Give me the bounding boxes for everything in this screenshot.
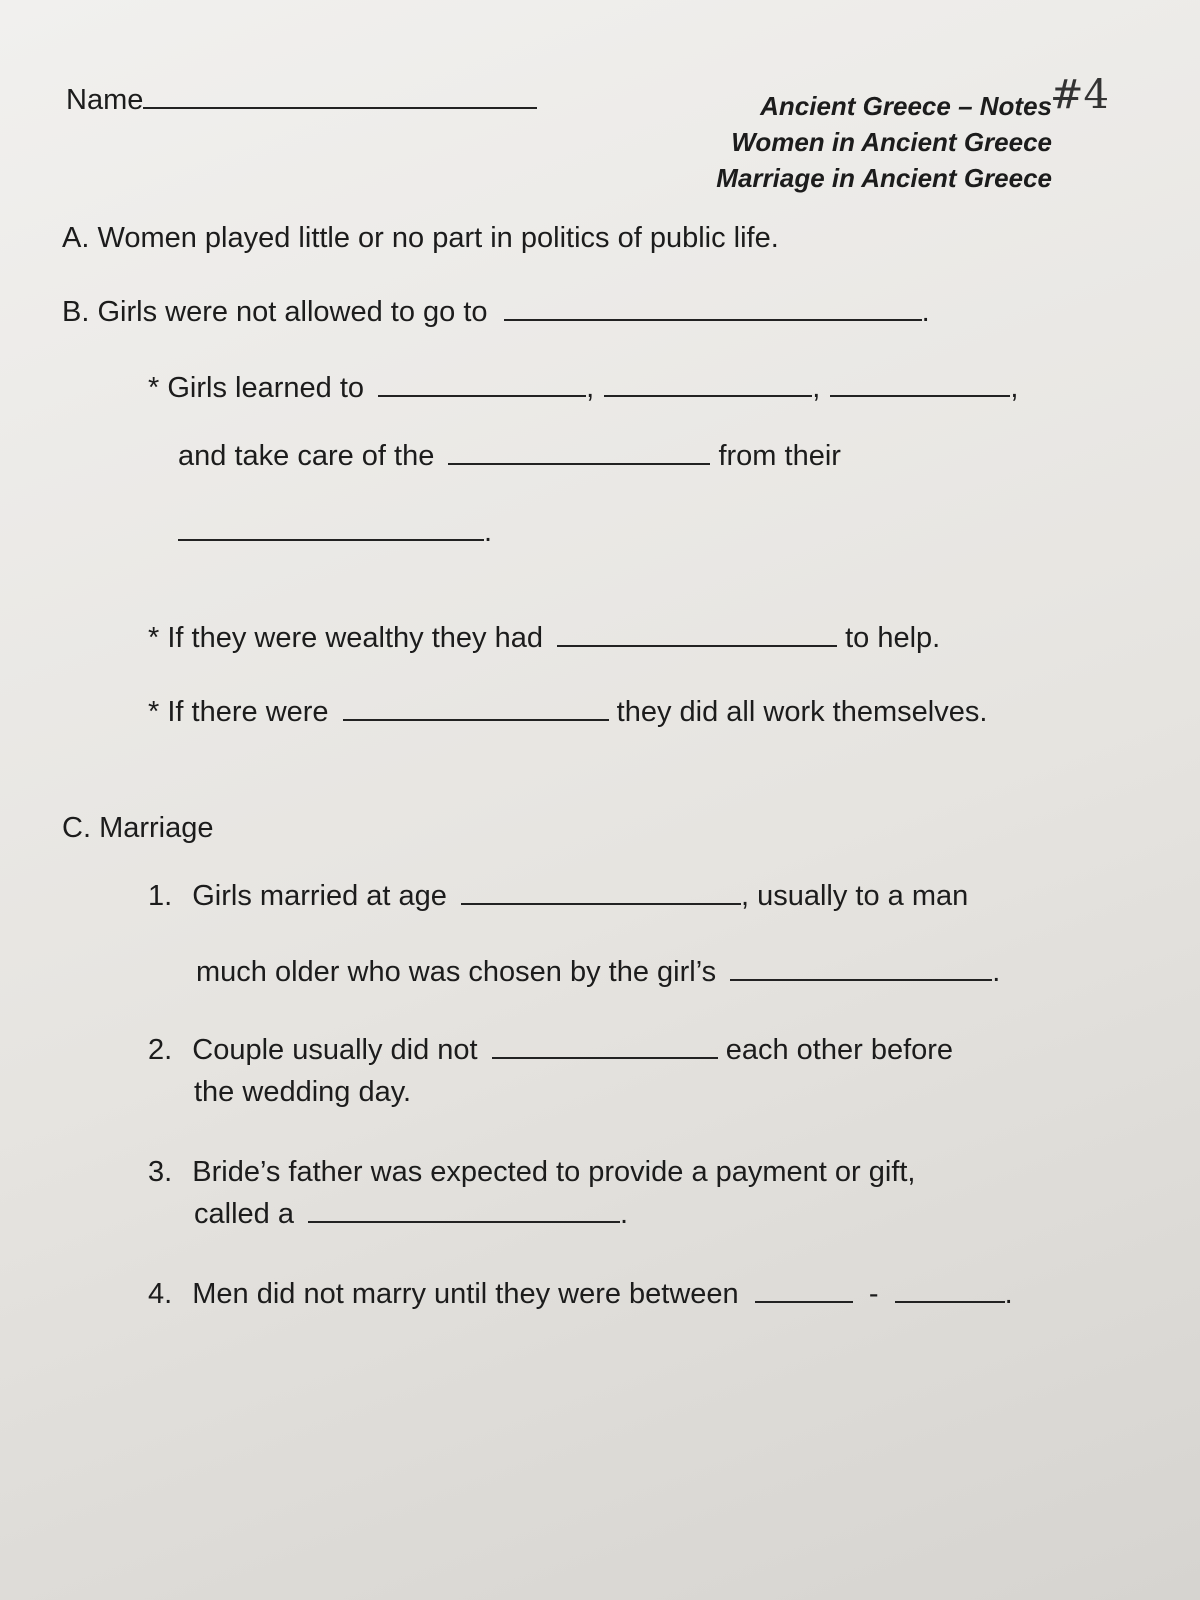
worksheet-title [716,88,1052,196]
section-b-marker: B. [62,296,90,328]
handwritten-number: #4 [1050,72,1109,118]
wealthy-text: If they were wealthy they had [167,622,543,654]
section-a [62,222,779,255]
section-a-text: Women played little or no part in politics of public life. [97,222,779,254]
marriage-item-3-line2: called a . [194,1198,629,1230]
marriage-item-1-line2: much older who was chosen by the girl’s . [196,956,1001,988]
item-1-number: 1. [148,880,173,912]
girls-learned-text: Girls learned to [167,372,365,404]
item-2-number: 2. [148,1034,173,1066]
item-1-line2-text: much older who was chosen by the girl’s [196,956,717,988]
name-label: Name [66,84,144,116]
marriage-item-2-line2 [194,1076,411,1109]
marriage-item-4: 4. Men did not marry until they were between - . [148,1278,1013,1310]
learned-blank-1[interactable] [378,395,586,397]
dowry-blank[interactable] [308,1221,620,1223]
there-were-blank[interactable] [343,719,609,721]
school-blank[interactable] [504,319,922,321]
from-their-blank-line: . [178,516,492,549]
bullet-star: * [148,372,160,404]
wealthy-blank[interactable] [557,645,837,647]
marriage-item-3 [148,1156,916,1189]
title-line-3: Marriage in Ancient Greece [716,163,1052,193]
from-their-text: from their [718,440,841,472]
item-3-text: Bride’s father was expected to provide a payment or gift, [192,1156,916,1188]
learned-blank-2[interactable] [604,395,812,397]
name-field [66,84,537,117]
learned-blank-3[interactable] [830,395,1010,397]
section-c [62,812,214,845]
section-b: B. Girls were not allowed to go to . [62,296,930,328]
chosen-by-blank[interactable] [730,979,992,981]
item-1-text-post: usually to a man [757,880,969,912]
item-4-text: Men did not marry until they were between [192,1278,739,1310]
wealthy-line [148,622,940,655]
item-2-line2-text: the wedding day. [194,1076,412,1108]
item-2-text-post: each other before [725,1034,954,1066]
there-were-line [148,696,987,729]
item-3-number: 3. [148,1156,173,1188]
take-care-line [178,440,841,473]
name-blank[interactable] [143,107,537,109]
section-c-marker: C. [62,812,91,844]
age-from-blank[interactable] [755,1301,853,1303]
item-1-text: Girls married at age [192,880,447,912]
from-their-blank[interactable] [178,539,484,541]
section-c-title: Marriage [99,812,214,844]
there-were-text: If there were [167,696,329,728]
take-care-text: and take care of the [178,440,435,472]
take-care-blank[interactable] [448,463,710,465]
item-4-number: 4. [148,1278,173,1310]
bullet-star: * [148,622,160,654]
work-themselves-text: they did all work themselves. [616,696,988,728]
title-line-1: Ancient Greece – Notes [760,91,1052,121]
section-b-text: Girls were not allowed to go to [97,296,488,328]
to-help-text: to help. [845,622,941,654]
marriage-item-2 [148,1034,953,1067]
age-to-blank[interactable] [895,1301,1005,1303]
marriage-item-1: 1. Girls married at age , usually to a man [148,880,969,912]
girls-learned-line: * Girls learned to , , , [148,372,1019,404]
did-not-blank[interactable] [492,1057,718,1059]
age-blank[interactable] [461,903,741,905]
title-line-2: Women in Ancient Greece [731,127,1052,157]
item-2-text: Couple usually did not [192,1034,478,1066]
item-3-line2-text: called a [194,1198,294,1230]
age-range-separator: - [868,1278,879,1310]
section-a-marker: A. [62,222,90,254]
bullet-star: * [148,696,160,728]
